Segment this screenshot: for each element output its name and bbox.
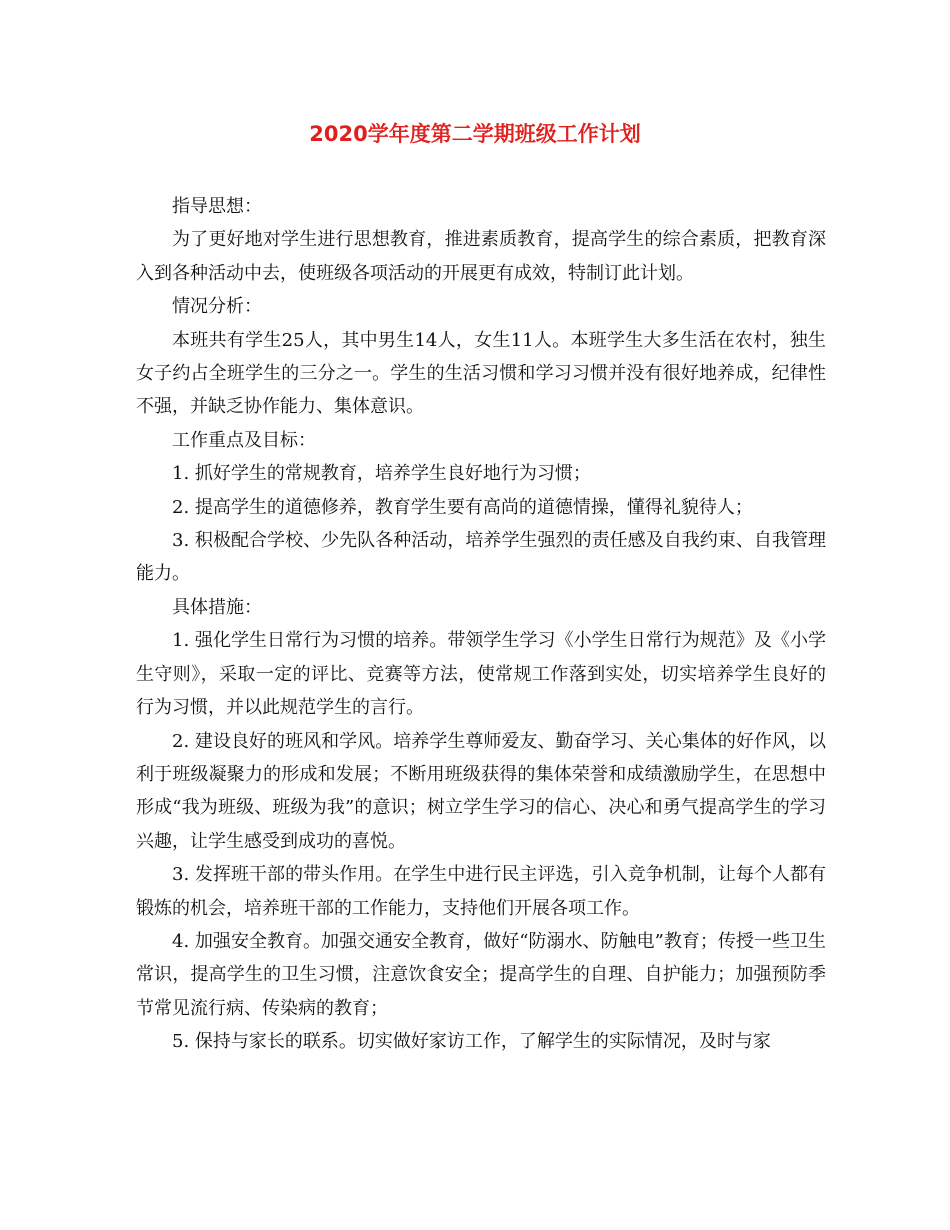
list-item-measure-2: 2. 建设良好的班风和学风。培养学生尊师爱友、勤奋学习、关心集体的好作风，以利于班级凝聚力的形成和发展；不断用班级获得的集体荣誉和成绩激励学生，在思想中形成“我为班级、班级为我”的意识；树立学生学习的信心、决心和勇气提高学生的学习兴趣，让学生感受到成功的喜悦。 (136, 730, 826, 852)
list-item-measure-1: 1. 强化学生日常行为习惯的培养。带领学生学习《小学生日常行为规范》及《小学生守则》，采取一定的评比、竞赛等方法，使常规工作落到实处，切实培养学生良好的行为习惯，并以此规范学生的言行。 (136, 630, 826, 719)
section-heading-work-focus: 工作重点及目标： (172, 429, 316, 451)
list-item-measure-3: 3. 发挥班干部的带头作用。在学生中进行民主评选，引入竞争机制，让每个人都有锻炼的机会，培养班干部的工作能力，支持他们开展各项工作。 (136, 864, 826, 919)
section-heading-guiding-thought: 指导思想： (172, 196, 262, 217)
paragraph-guiding-thought: 为了更好地对学生进行思想教育，推进素质教育，提高学生的综合素质，把教育深入到各种活动中去，使班级各项活动的开展更有成效，特制订此计划。 (136, 229, 826, 284)
list-item-measure-5: 5. 保持与家长的联系。切实做好家访工作，了解学生的实际情况，及时与家 (172, 1031, 771, 1053)
paragraph-situation-analysis: 本班共有学生25人，其中男生14人，女生11人。本班学生大多生活在农村，独生女子约占全班学生的三分之一。学生的生活习惯和学习习惯并没有很好地养成，纪律性不强，并缺乏协作能力、集体意识。 (136, 329, 826, 418)
list-item-focus-1: 1. 抓好学生的常规教育，培养学生良好地行为习惯； (172, 463, 591, 485)
document-body (136, 190, 826, 1059)
list-item-measure-4: 4. 加强安全教育。加强交通安全教育，做好“防溺水、防触电”教育；传授一些卫生常识，提高学生的卫生习惯，注意饮食安全；提高学生的自理、自护能力；加强预防季节常见流行病、传染病的教育； (136, 930, 826, 1019)
section-heading-situation-analysis: 情况分析： (172, 296, 262, 318)
list-item-focus-3: 3. 积极配合学校、少先队各种活动，培养学生强烈的责任感及自我约束、自我管理能力。 (136, 530, 826, 585)
document-title: 2020学年度第二学期班级工作计划 (309, 122, 641, 146)
section-heading-measures: 具体措施： (172, 596, 262, 618)
list-item-focus-2: 2. 提高学生的道德修养，教育学生要有高尚的道德情操，懂得礼貌待人； (172, 496, 753, 518)
